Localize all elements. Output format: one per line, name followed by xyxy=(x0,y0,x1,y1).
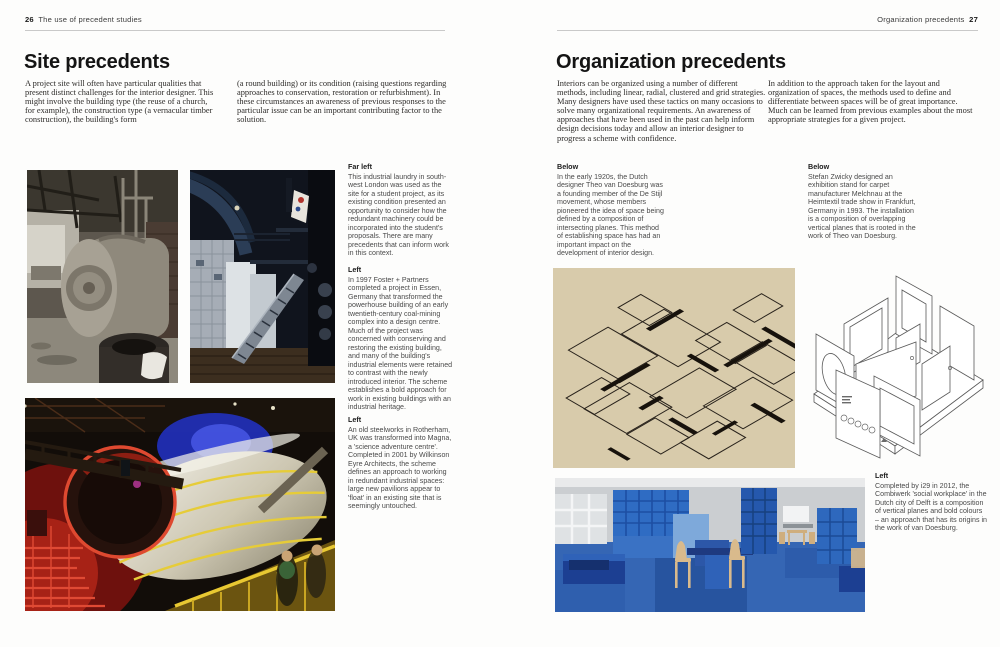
caption-combiwerk xyxy=(875,472,987,533)
caption-combiwerk-text: Completed by i29 in 2012, the Combiwerk 'social workplace' in the Dutch city of Delft is a composition of vertical planes and bold colours – an approach that has its origins in the work of van Doesburg. xyxy=(875,481,987,532)
header-rule-right xyxy=(557,30,978,31)
photo-magna-pavilion xyxy=(25,398,335,611)
caption-laundry xyxy=(348,163,454,258)
caption-powerhouse xyxy=(348,266,454,412)
caption-combiwerk-head: Left xyxy=(875,471,889,480)
powerhouse-staircase-illustration xyxy=(190,170,335,383)
running-head-left-label: The use of precedent studies xyxy=(38,15,142,24)
caption-powerhouse-text: In 1997 Foster + Partners completed a project in Essen, Germany that transformed the powerhouse building of an early twentieth-century coal-mining complex into a design centre. Much of the project was concerned with conserving and restoring the existing building, and many of the building's industrial elements were retained to contrast with the newly introduced interior. The scheme establishes a bold approach for work in existing buildings with an industrial heritage. xyxy=(348,275,453,411)
caption-zwicky xyxy=(808,163,920,241)
page-number-right: 27 xyxy=(969,15,978,24)
photo-powerhouse-staircase xyxy=(190,170,335,383)
combiwerk-illustration xyxy=(555,478,865,612)
running-head-right-label: Organization precedents xyxy=(877,15,965,24)
caption-van-doesburg-head: Below xyxy=(557,162,579,171)
magna-pavilion-illustration xyxy=(25,398,335,611)
intro-column-2-right: In addition to the approach taken for the layout and organization of spaces, the methods used to define and differentiate between spaces will be of great importance. Much can be learned from previous examples about the most appropriate strategies for a given project. xyxy=(768,79,973,125)
de-stijl-illustration xyxy=(553,268,795,468)
intro-column-1-left: A project site will often have particular qualities that present distinct challenges for the interior designer. This might involve the building type (the reuse of a church, for example), the construction type (a vernacular timber construction), the building's form xyxy=(25,79,214,125)
page-title-right: Organization precedents xyxy=(556,51,786,73)
caption-van-doesburg xyxy=(557,163,665,258)
page-number-left: 26 xyxy=(25,15,34,24)
intro-column-2-left: (a round building) or its condition (raising questions regarding approaches to conservation, restoration or refurbishment). In these circumstances an awareness of previous responses to the particular issue can be an important contributing factor to the solution. xyxy=(237,79,447,125)
caption-powerhouse-head: Left xyxy=(348,265,362,274)
header-rule-left xyxy=(25,30,445,31)
industrial-laundry-illustration xyxy=(27,170,178,383)
caption-magna-head: Left xyxy=(348,415,362,424)
photo-industrial-laundry xyxy=(27,170,178,383)
caption-zwicky-text: Stefan Zwicky designed an exhibition stand for carpet manufacturer Melchnau at the Heimtextil trade show in Frankfurt, Germany in 1993. The installation is a composition of overlapping vertical planes that is rooted in the work of Theo van Doesburg. xyxy=(808,172,916,240)
intro-column-1-right: Interiors can be organized using a number of different methods, including linear, radial, clustered and grid strategies. Many designers have used these tactics on many occasions to solve many organizational requirements. An awareness of approaches that have been used in the past can help inform design decisions today and allow an interior designer to progress a scheme with confidence. xyxy=(557,79,766,143)
caption-zwicky-head: Below xyxy=(808,162,830,171)
drawing-zwicky-stand xyxy=(800,268,990,473)
caption-magna xyxy=(348,416,454,511)
page-title-left: Site precedents xyxy=(24,51,170,73)
caption-magna-text: An old steelworks in Rotherham, UK was transformed into Magna, a 'science adventure centre'. Completed in 2001 by Wilkinson Eyre Architects, the scheme defines an approach to working in redundant industrial spaces: large new pavilions appear to 'float' in an existing site that is seemingly untouched. xyxy=(348,425,452,510)
running-head-right xyxy=(557,15,978,24)
running-head-left xyxy=(25,15,445,24)
zwicky-stand-illustration xyxy=(800,268,990,473)
caption-van-doesburg-text: In the early 1920s, the Dutch designer Theo van Doesburg was a founding member of the De Stijl movement, whose members pioneered the idea of space being defined by a composition of intersecting planes. This method of establishing space has had an important impact on the development of interior design. xyxy=(557,172,664,257)
photo-combiwerk-interior xyxy=(555,478,865,612)
caption-laundry-text: This industrial laundry in south-west London was used as the site for a student project, as its existing condition presented an opportunity to consider how the redundant machinery could be incorporated into the student's proposals. There are many precedents that can inform work in this context. xyxy=(348,172,449,257)
caption-laundry-head: Far left xyxy=(348,162,372,171)
drawing-de-stijl-composition xyxy=(553,268,795,468)
